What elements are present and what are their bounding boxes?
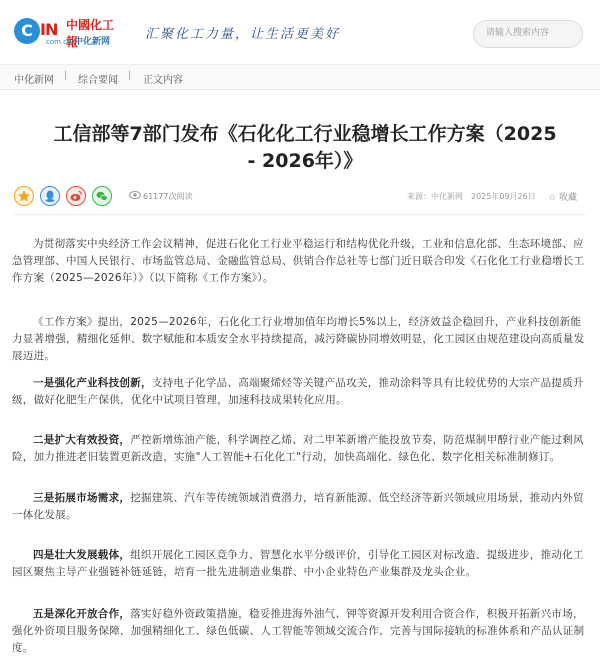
paragraph-lead: 五是深化开放合作，: [33, 608, 131, 620]
article-date: 2025年09月26日: [471, 192, 536, 201]
article-paragraph-1: [12, 236, 588, 287]
article-paragraph-4: [12, 432, 588, 466]
paragraph-text: 组织开展化工园区竞争力、智慧化水平分级评价，引导化工园区对标改造、提级进步，推动化工园区聚焦主导产业强链补链延链，培育一批先进制造业集群、中小企业特色产业集群及龙头企业。: [12, 549, 584, 578]
favorite-button[interactable]: [548, 190, 577, 203]
breadcrumb-current: 正文内容: [143, 75, 183, 86]
favorite-label: 收藏: [558, 193, 577, 203]
article-source: 来源：中化新网: [407, 192, 463, 201]
search-box[interactable]: [473, 20, 583, 48]
star-share-icon[interactable]: [14, 186, 34, 206]
breadcrumb-separator: |: [128, 70, 132, 81]
breadcrumb-separator: |: [64, 70, 68, 81]
article-paragraph-3: [12, 375, 588, 409]
article-paragraph-7: [12, 606, 588, 657]
article-title: [40, 121, 570, 175]
breadcrumb: [0, 64, 600, 90]
article-paragraph-5: [12, 490, 588, 524]
star-icon: ☆: [548, 193, 557, 203]
site-slogan: 汇聚化工力量，让生活更美好: [145, 27, 341, 42]
weibo-share-icon[interactable]: [66, 186, 86, 206]
eye-icon: [129, 190, 141, 200]
logo-newspaper-name: 中國化工報: [66, 18, 115, 49]
wechat-share-icon[interactable]: [92, 186, 112, 206]
logo-c-mark: C: [14, 18, 40, 44]
logo-in-mark: IN: [40, 20, 58, 39]
paragraph-lead: 一是强化产业科技创新，: [33, 377, 152, 389]
paragraph-lead: 四是壮大发展载体，: [33, 549, 131, 561]
paragraph-lead: 二是扩大有效投资，: [33, 434, 131, 446]
breadcrumb-home[interactable]: 中化新网: [14, 75, 54, 86]
paragraph-text: 《工作方案》提出，2025—2026年，石化化工行业增加值年均增长5%以上，经济效益企稳回升，产业科技创新能力显著增强，精细化延伸、数字赋能和本质安全水平持续提高，减污降碳协同增效明显，化工园区由规范建设向高质量发展迈进。: [12, 316, 585, 362]
article-title-line-1: 工信部等7部门发布《石化化工行业稳增长工作方案（2025: [53, 123, 557, 145]
paragraph-text: 落实好稳外资政策措施，稳妥推进海外油气、钾等资源开发利用合资合作，积极开拓新兴市场，强化外资项目服务保障，加强精细化工、绿色低碳、人工智能等领域交流合作，完善与国际接轨的标准体系和产品认证制度。: [12, 608, 585, 654]
paragraph-text: 为贯彻落实中央经济工作会议精神，促进石化化工行业平稳运行和结构优化升级，工业和信息化部、生态环境部、应急管理部、中国人民银行、市场监管总局、金融监管总局、供销合作总社等七部门近日联合印发《石化化工行业稳增长工作方案（2025—2026年）》（以下简称《工作方案》）。: [12, 238, 585, 284]
paragraph-text: 严控新增炼油产能，科学调控乙烯、对二甲苯新增产能投放节奏，防范煤制甲醇行业产能过剩风险，加力推进老旧装置更新改造，实施"人工智能+石化化工"行动，加快高端化、绿色化、数字化相关标准制修订。: [12, 434, 584, 463]
breadcrumb-section[interactable]: 综合要闻: [78, 75, 118, 86]
search-input[interactable]: [486, 25, 576, 41]
paragraph-text: 挖掘建筑、汽车等传统领域消费潜力，培育新能源、低空经济等新兴领域应用场景，推动内外贸一体化发展。: [12, 492, 584, 521]
divider: [14, 214, 586, 215]
logo-domain: com.cn: [46, 38, 72, 46]
view-count: 61177次阅读: [143, 192, 193, 201]
site-logo[interactable]: [14, 14, 122, 50]
logo-site-name: 中化新网: [74, 37, 111, 47]
top-header: [0, 0, 600, 64]
article-paragraph-2: [12, 314, 588, 365]
article-paragraph-6: [12, 547, 588, 581]
paragraph-text: 支持电子化学品、高端聚烯烃等关键产品攻关，推动涂料等具有比较优势的大宗产品提质升级，做好化肥生产保供，优化中试项目管理，加速科技成果转化应用。: [12, 377, 584, 406]
paragraph-lead: 三是拓展市场需求，: [33, 492, 131, 504]
qq-share-icon[interactable]: [40, 186, 60, 206]
article-title-line-2: - 2026年）》: [247, 150, 363, 172]
